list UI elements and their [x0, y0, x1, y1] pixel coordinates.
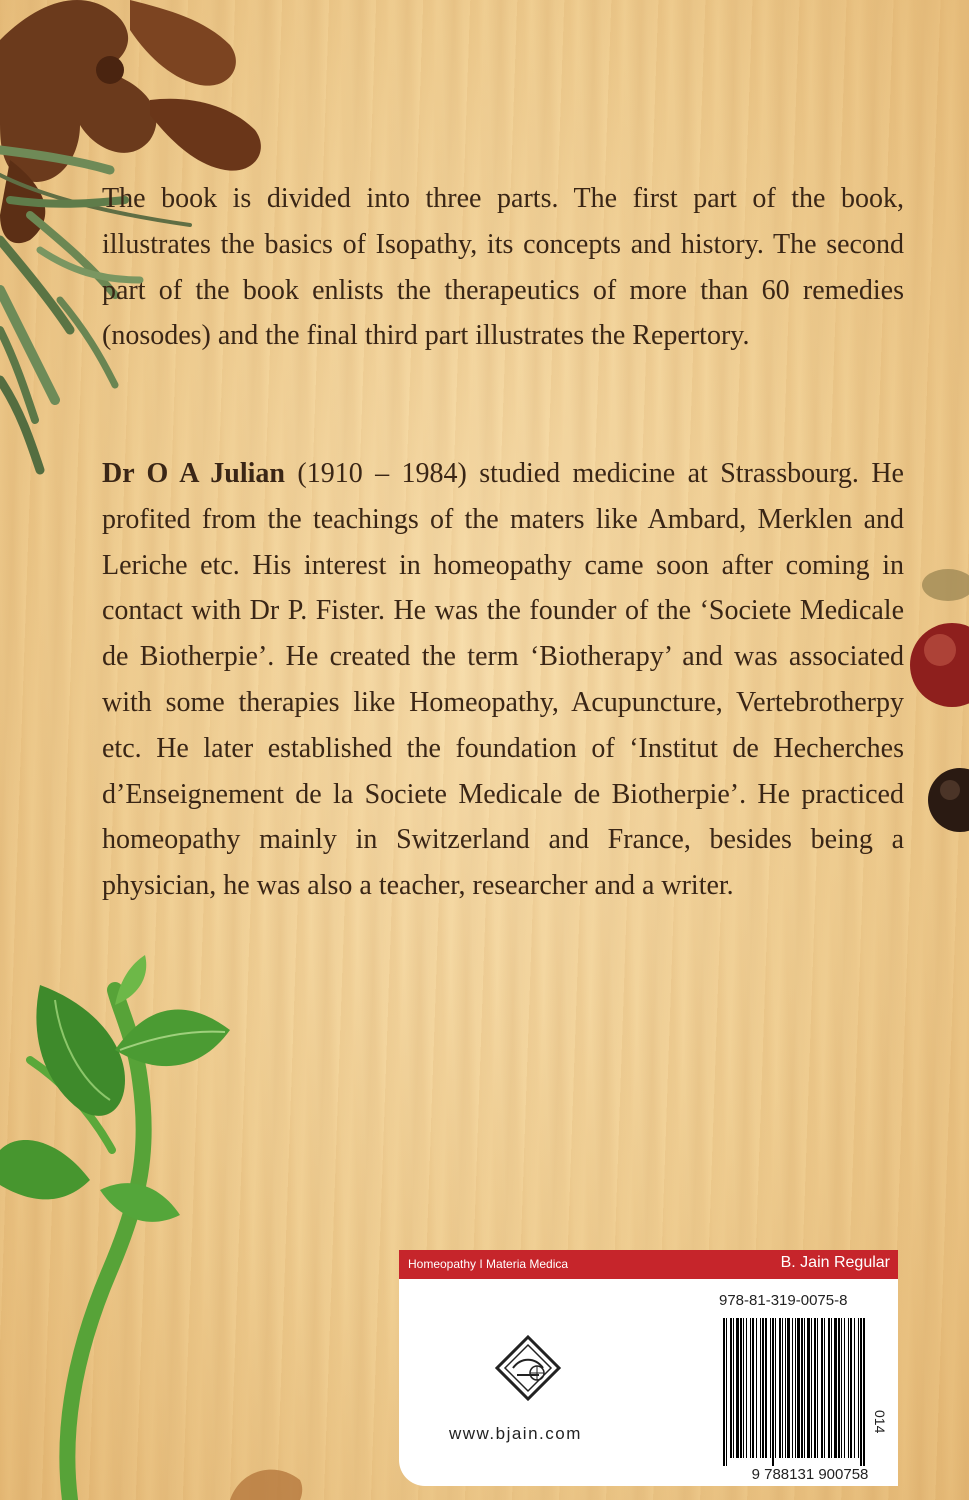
barcode-bar — [844, 1318, 845, 1458]
barcode-bar — [821, 1318, 823, 1458]
barcode-bar — [814, 1318, 816, 1458]
barcode-bar — [817, 1318, 818, 1458]
barcode-bar — [733, 1318, 734, 1458]
website-label: www.bjain.com — [449, 1424, 582, 1443]
description-paragraph — [102, 176, 904, 359]
barcode-bar — [760, 1318, 761, 1458]
barcode-bar — [779, 1318, 781, 1458]
barcode-bar — [765, 1318, 767, 1458]
barcode-bar — [743, 1318, 744, 1458]
barcode-bar — [863, 1318, 865, 1466]
barcode-bar — [726, 1318, 727, 1466]
barcode-bar — [831, 1318, 832, 1458]
category-label: Homeopathy I Materia Medica — [408, 1257, 569, 1271]
barcode-bar — [782, 1318, 783, 1458]
barcode-bar — [858, 1318, 859, 1458]
barcode-bar — [848, 1318, 849, 1458]
barcode-bar — [797, 1318, 800, 1458]
author-name: Dr O A Julian — [102, 458, 285, 489]
peppercorn-icon — [910, 569, 969, 832]
barcode-bar — [787, 1318, 790, 1458]
barcode-bar — [730, 1318, 732, 1458]
barcode-bar — [756, 1318, 757, 1458]
barcode-bar — [795, 1318, 796, 1458]
isbn-label: 978-81-319-0075-8 — [719, 1292, 848, 1309]
barcode-bar — [860, 1318, 862, 1466]
barcode-bar — [828, 1318, 830, 1458]
barcode-bar — [834, 1318, 837, 1458]
barcode-bar — [772, 1318, 774, 1466]
barcode-bar — [838, 1318, 840, 1458]
author-bio-paragraph — [102, 451, 904, 909]
barcode-bar — [762, 1318, 764, 1458]
barcode-bar — [841, 1318, 842, 1458]
barcode-bar — [740, 1318, 742, 1458]
barcode-bar — [770, 1318, 771, 1458]
barcode-bar — [801, 1318, 803, 1458]
barcode-digits: 9 788131 900758 — [751, 1466, 869, 1483]
barcode-bar — [752, 1318, 754, 1458]
barcode-bar — [775, 1318, 776, 1458]
barcode-bar — [746, 1318, 747, 1458]
author-bio-text — [102, 451, 904, 909]
barcode — [399, 1250, 898, 1486]
description-text: The book is divided into three parts. The first part of the book, illustrates the basics of Isopathy, its concepts and history. The second part of the book enlists the therapeutics of more than 60 remedies (nosodes) and the final third part illustrates the Repertory. — [102, 183, 904, 352]
barcode-bar — [854, 1318, 855, 1458]
barcode-box — [399, 1250, 898, 1486]
barcode-bar — [824, 1318, 825, 1458]
barcode-bar — [850, 1318, 852, 1458]
barcode-bar — [785, 1318, 786, 1458]
side-code: 014 — [872, 1410, 888, 1434]
series-label: B. Jain Regular — [780, 1254, 890, 1271]
barcode-bar — [736, 1318, 739, 1458]
barcode-bar — [750, 1318, 751, 1458]
author-bio-body: (1910 – 1984) studied medicine at Strassbourg. He profited from the teachings of the maters like Ambard, Merklen and Leriche etc. His interest in homeopathy came soon after coming in contact with Dr P. Fister. He was the founder of the ‘Societe Medicale de Biotherpie’. He created the term ‘Biotherapy’ and was associated with some therapies like Homeopathy, Acupuncture, Vertebrotherpy etc. He later established the foundation of ‘Institut de Hecherches d’Enseignement de la Societe Medicale de Biotherpie’. He practiced homeopathy mainly in Switzerland and France, besides being a physician, he was also a teacher, researcher and a writer. — [102, 458, 904, 902]
barcode-bar — [792, 1318, 793, 1458]
seedling-icon — [0, 955, 230, 1500]
barcode-bar — [723, 1318, 725, 1466]
barcode-bar — [807, 1318, 810, 1458]
barcode-bar — [811, 1318, 812, 1458]
barcode-bar — [804, 1318, 805, 1458]
